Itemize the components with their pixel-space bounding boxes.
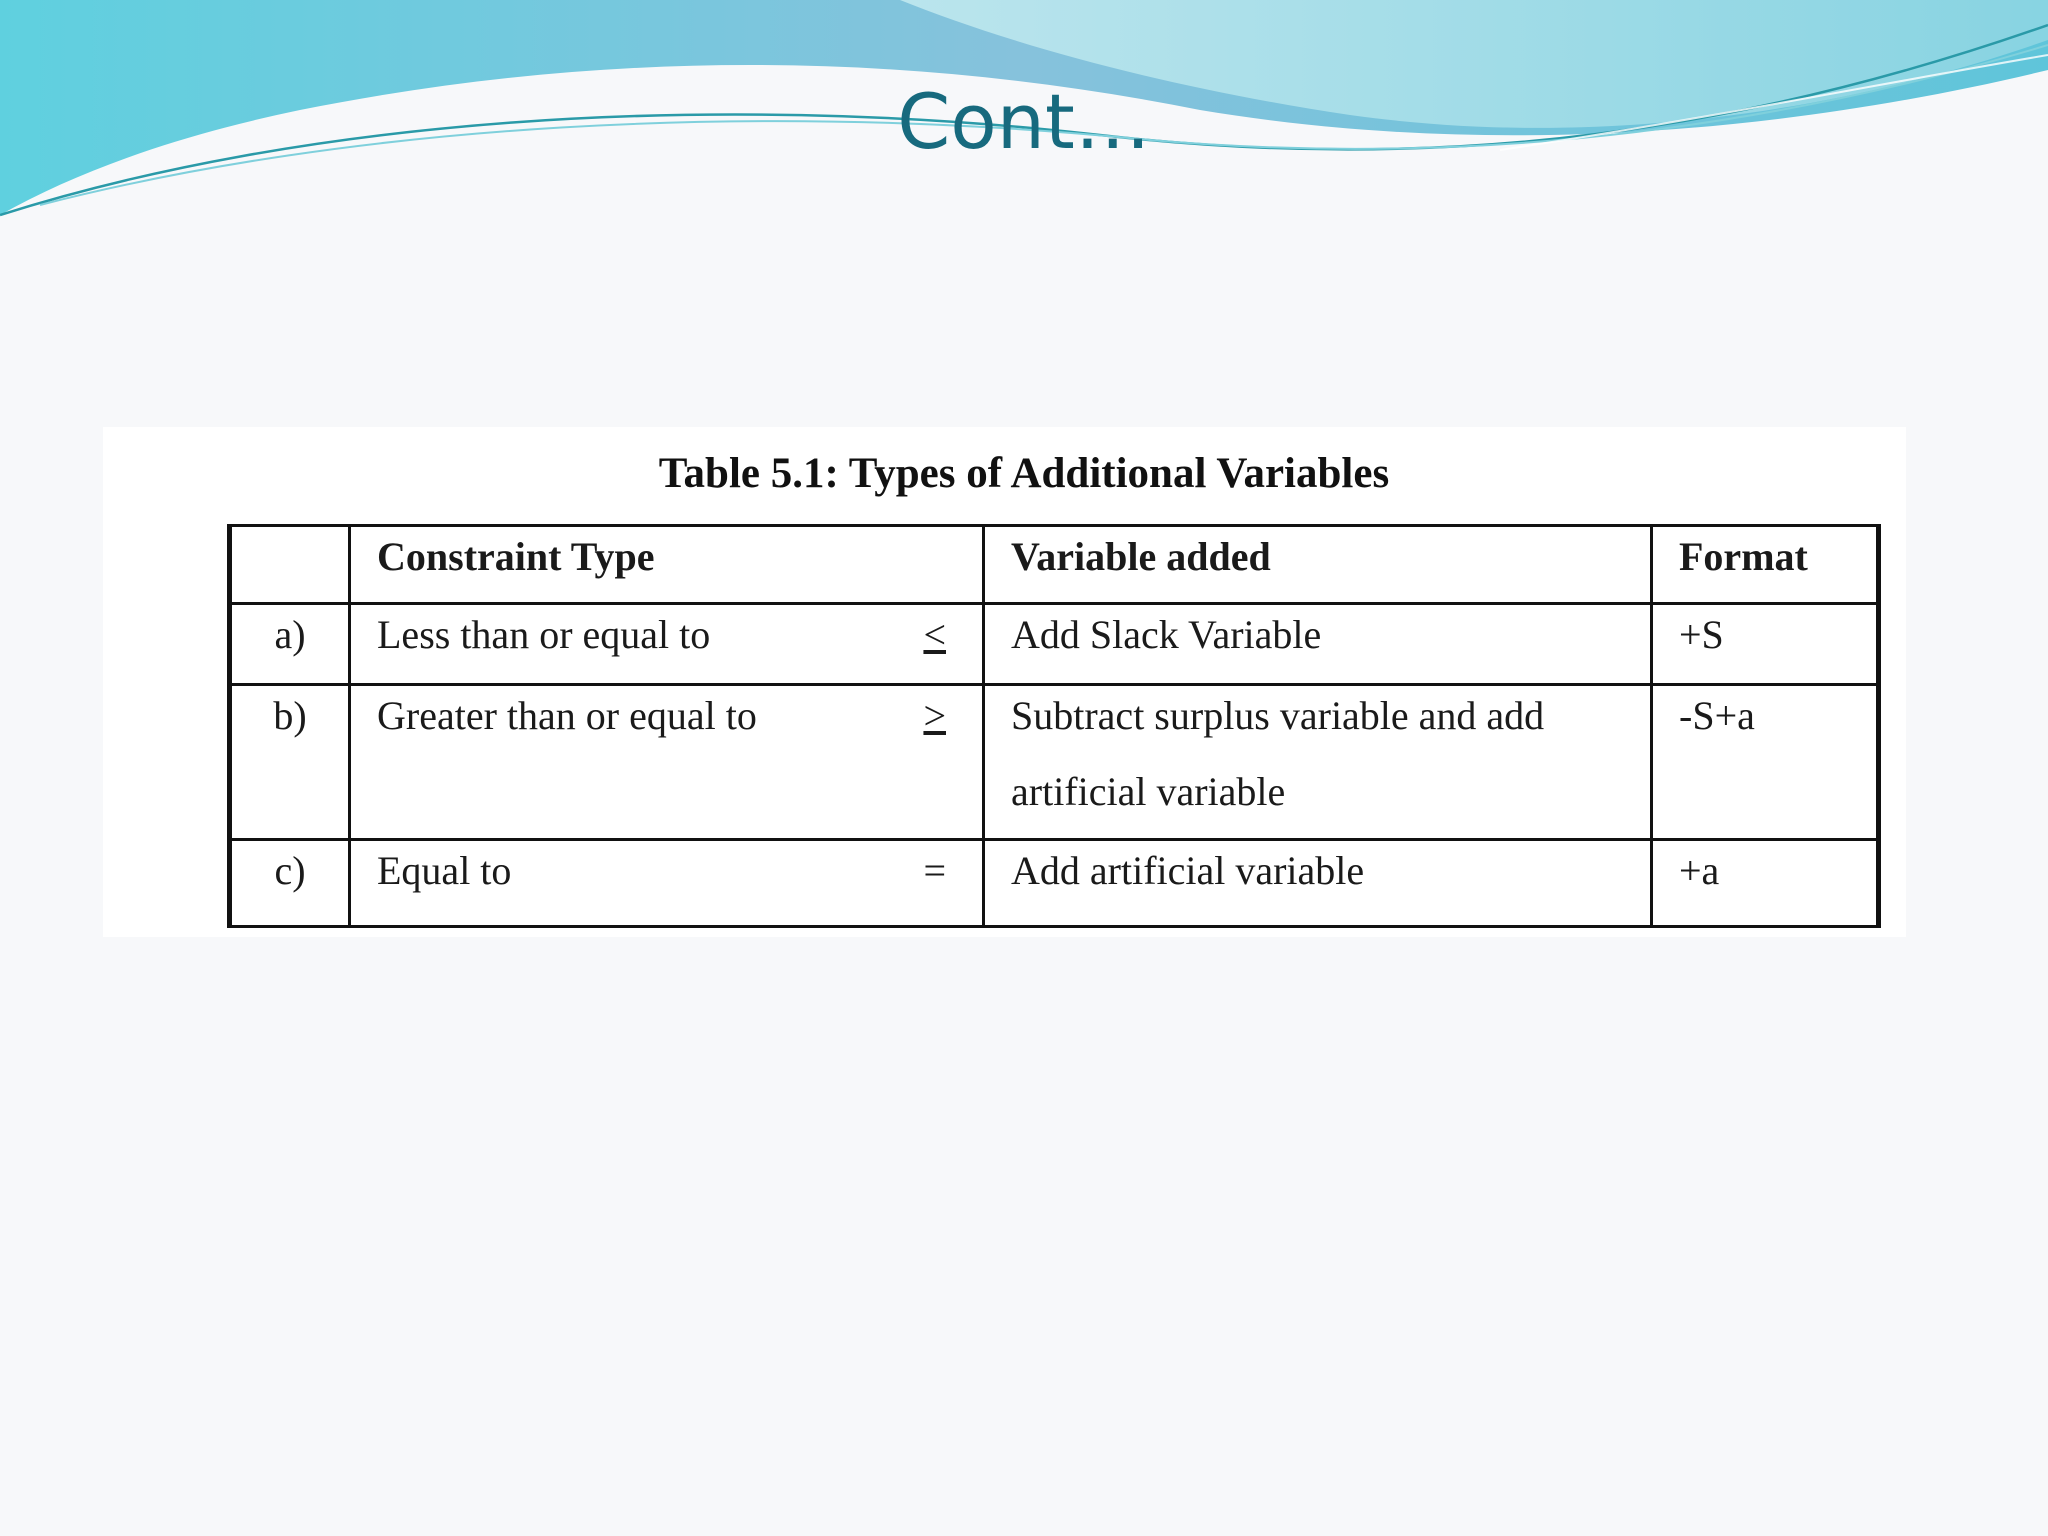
format-cell — [1652, 685, 1879, 840]
row-label: c) — [230, 840, 350, 927]
table-caption: Table 5.1: Types of Additional Variables — [658, 450, 1390, 497]
header-label-cell — [230, 526, 350, 604]
table-row — [230, 840, 1879, 927]
table-row — [230, 685, 1879, 840]
variable-added-cell: Add Slack Variable — [984, 604, 1652, 685]
constraint-cell — [350, 604, 984, 685]
row-label — [230, 685, 350, 840]
header-constraint-type: Constraint Type — [350, 526, 984, 604]
row-label-text: b) — [273, 693, 307, 738]
format-cell: +S — [1652, 604, 1879, 685]
constraint-text: Greater than or equal to — [377, 693, 757, 738]
table-row — [230, 604, 1879, 685]
constraint-symbol: < — [923, 612, 946, 657]
variable-added-text: Subtract surplus variable and add artificial variable — [1011, 693, 1545, 814]
format-text: -S+a — [1679, 693, 1755, 738]
variable-added-cell: Add artificial variable — [984, 840, 1652, 927]
row-label: a) — [230, 604, 350, 685]
constraint-symbol: > — [923, 693, 946, 738]
constraint-text: Equal to — [377, 848, 512, 893]
header-format: Format — [1652, 526, 1879, 604]
additional-variables-table — [227, 524, 1881, 928]
table-header-row — [230, 526, 1879, 604]
constraint-cell — [350, 840, 984, 927]
constraint-text: Less than or equal to — [377, 612, 711, 657]
format-cell: +a — [1652, 840, 1879, 927]
variable-added-cell — [984, 685, 1652, 840]
header-variable-added: Variable added — [984, 526, 1652, 604]
constraint-symbol: = — [923, 848, 946, 893]
constraint-cell — [350, 685, 984, 840]
slide-title: Cont… — [897, 77, 1151, 166]
